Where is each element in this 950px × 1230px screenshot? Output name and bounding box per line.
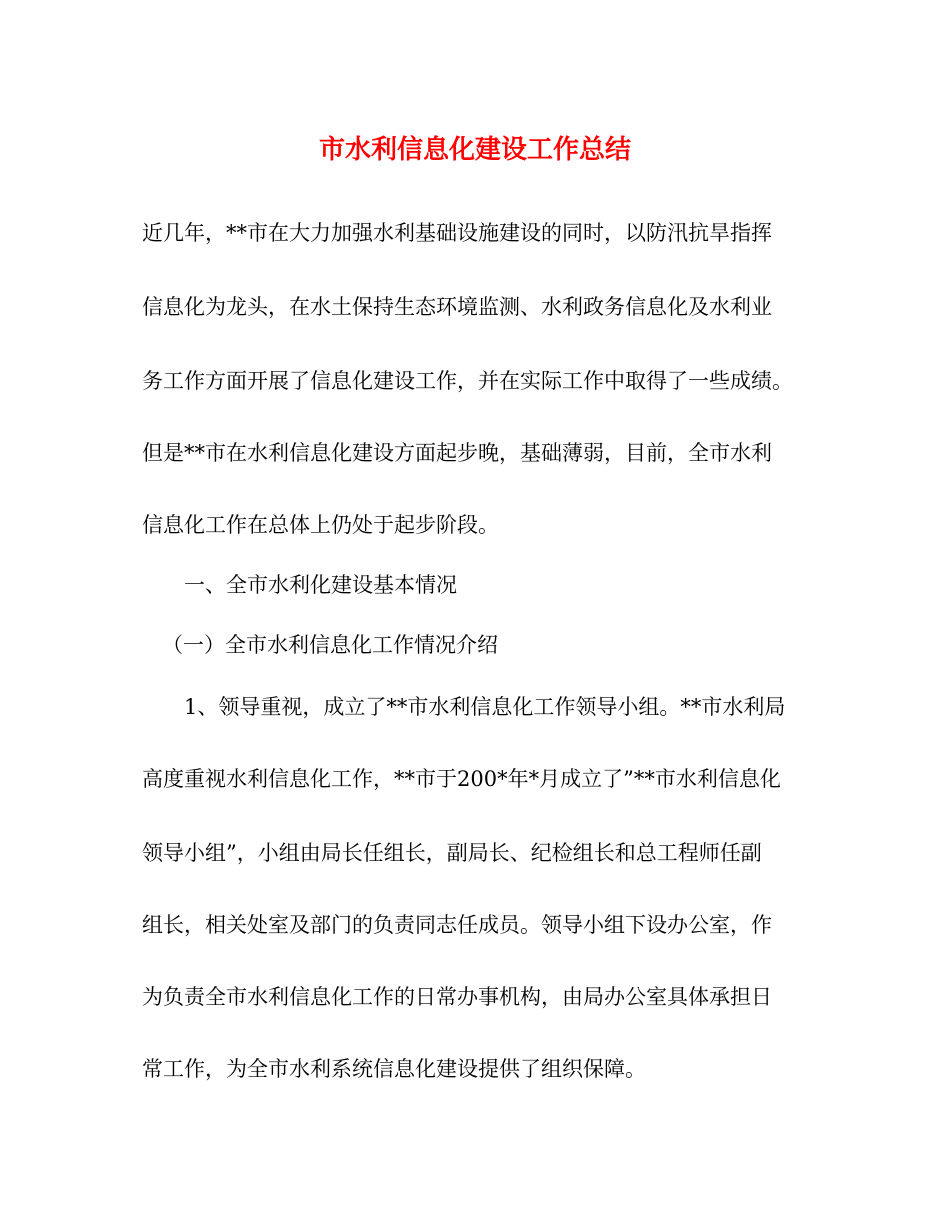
paragraph-line: 信息化为龙头，在水土保持生态环境监测、水利政务信息化及水利业: [142, 295, 772, 319]
paragraph-line: 但是**市在水利信息化建设方面起步晚，基础薄弱，目前，全市水利: [142, 441, 772, 465]
paragraph-line: 信息化工作在总体上仍处于起步阶段。: [142, 513, 499, 537]
subsection-heading: （一）全市水利信息化工作情况介绍: [162, 633, 498, 657]
paragraph-line: 常工作，为全市水利系统信息化建设提供了组织保障。: [142, 1057, 646, 1081]
document-title: 市水利信息化建设工作总结: [318, 135, 631, 165]
paragraph-line: 组长，相关处室及部门的负责同志任成员。领导小组下设办公室，作: [142, 913, 772, 937]
paragraph-line: 近几年，**市在大力加强水利基础设施建设的同时，以防汛抗旱指挥: [142, 221, 772, 245]
paragraph-line: 为负责全市水利信息化工作的日常办事机构，由局办公室具体承担日: [142, 985, 772, 1009]
paragraph-line: 高度重视水利信息化工作，**市于200*年*月成立了”**市水利信息化: [142, 767, 781, 791]
paragraph-line: 1、领导重视，成立了**市水利信息化工作领导小组。**市水利局: [184, 695, 786, 719]
paragraph-line: 务工作方面开展了信息化建设工作，并在实际工作中取得了一些成绩。: [142, 369, 793, 393]
section-heading: 一、全市水利化建设基本情况: [184, 573, 457, 597]
paragraph-line: 领导小组”，小组由局长任组长，副局长、纪检组长和总工程师任副: [142, 841, 762, 865]
